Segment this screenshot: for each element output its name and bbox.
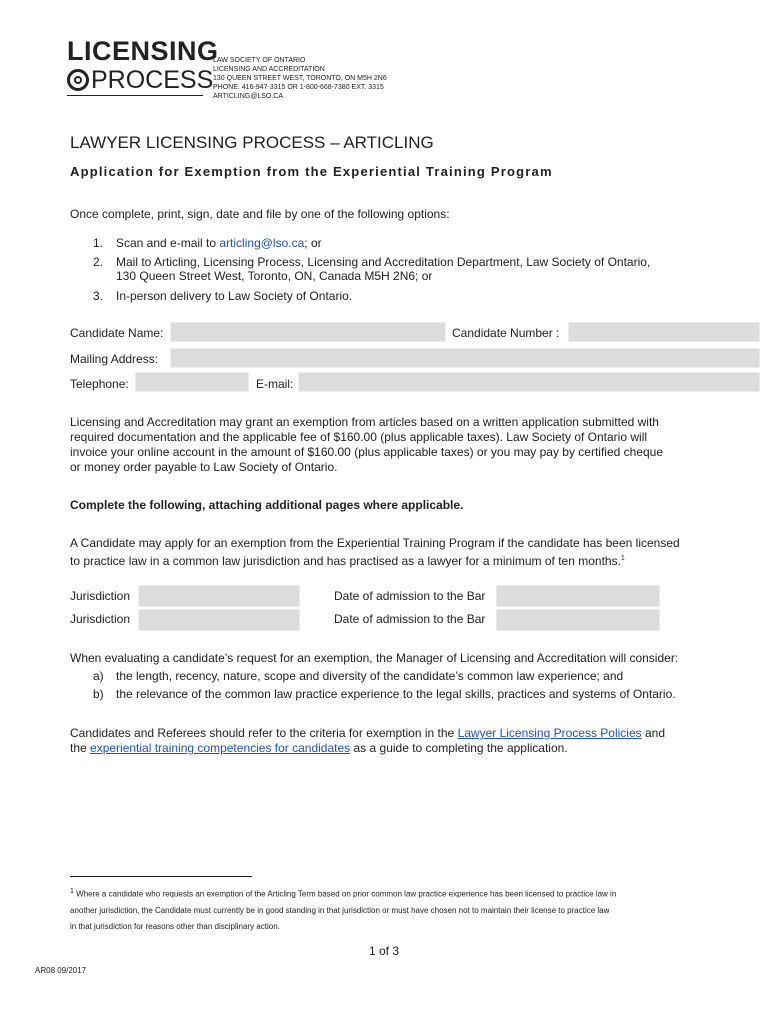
telephone-field[interactable]: [135, 372, 249, 392]
referral-paragraph: Candidates and Referees should refer to the criteria for exemption in the Lawyer Licensing Process Policies and the experiential training competencies for candidates as a guide to completing the application.: [70, 726, 666, 755]
org-phone: PHONE: 416-947-3315 OR 1-800-668-7380 EXT. 3315: [213, 84, 384, 91]
org-name: LAW SOCIETY OF ONTARIO: [213, 57, 306, 64]
evaluation-intro: When evaluating a candidate’s request for an exemption, the Manager of Licensing and Accreditation will consider:: [70, 651, 679, 665]
org-department: LICENSING AND ACCREDITATION: [213, 66, 325, 73]
jurisdiction-field[interactable]: [138, 609, 300, 631]
email-field[interactable]: [298, 372, 760, 392]
instruction-text: Complete the following, attaching additional pages where applicable.: [70, 498, 464, 512]
form-subtitle: Application for Exemption from the Experiential Training Program: [70, 164, 553, 179]
email-link[interactable]: articling@lso.ca: [219, 236, 305, 250]
mailing-address-field[interactable]: [170, 348, 760, 368]
admission-date-label: Date of admission to the Bar: [334, 612, 486, 626]
logo-divider: [67, 95, 203, 96]
logo-licensing-text: LICENSING: [67, 36, 219, 66]
candidate-name-label: Candidate Name:: [70, 326, 164, 340]
email-label: E-mail:: [256, 377, 294, 391]
telephone-label: Telephone:: [70, 377, 129, 391]
logo-process: [67, 66, 213, 94]
footnote-ref: 1: [620, 555, 625, 562]
footnote-divider: [70, 876, 252, 877]
intro-text: Once complete, print, sign, date and file by one of the following options:: [70, 207, 450, 221]
candidate-number-field[interactable]: [568, 322, 760, 342]
filing-options-list: 1. Scan and e-mail to articling@lso.ca; or 2. Mail to Articling, Licensing Process, Licensing and Accreditation Department, Law Society of Ontario, 130 Queen Street West, Toronto, ON, Canada M5H 2N6; or 3. In-person delivery to Law Society of Ontario.: [93, 236, 651, 303]
candidate-number-label: Candidate Number :: [452, 326, 560, 340]
footnote: $^1$ Where a candidate who requests an exemption of the Articling Term based on prior common law practice experience has been licensed to practice law in another jurisdiction, the Candidate must currently be in good standing in that jurisdiction or must have chosen not to maintain their license to practice law in that jurisdiction for reasons other than disciplinary action.: [70, 888, 617, 931]
admission-date-field[interactable]: [496, 585, 660, 607]
jurisdiction-field[interactable]: [138, 585, 300, 607]
eligibility-paragraph: A Candidate may apply for an exemption from the Experiential Training Program if the candidate has been licensed to practice law in a common law jurisdiction and has practised as a lawyer for a minimum of ten months.$^1$: [70, 536, 680, 568]
jurisdiction-label: Jurisdiction: [70, 612, 131, 626]
fee-paragraph: Licensing and Accreditation may grant an exemption from articles based on a written application submitted with required documentation and the applicable fee of $160.00 (plus applicable taxes). Law Society of Ontario will invoice your online account in the amount of $160.00 (plus applicable taxes) or you may pay by certified cheque or money order payable to Law Society of Ontario.: [70, 415, 664, 474]
org-address-block: [213, 56, 387, 101]
page-title: LAWYER LICENSING PROCESS – ARTICLING: [70, 133, 434, 152]
logo-circle-icon: [67, 69, 89, 91]
mailing-address-label: Mailing Address:: [70, 352, 159, 366]
criteria-list: a) the length, recency, nature, scope and diversity of the candidate’s common law experience; and b) the relevance of the common law practice experience to the legal skills, practices and systems of Ontario.: [93, 669, 676, 701]
candidate-name-field[interactable]: [170, 322, 446, 342]
org-street: 130 QUEEN STREET WEST, TORONTO, ON M5H 2N6: [213, 75, 387, 82]
policies-link[interactable]: Lawyer Licensing Process Policies: [457, 726, 642, 740]
jurisdiction-label: Jurisdiction: [70, 589, 131, 603]
page-number: 1 of 3: [368, 944, 400, 958]
logo-process-text: PROCESS: [91, 66, 214, 94]
org-email: ARTICLING@LSO.CA: [213, 93, 283, 100]
admission-date-field[interactable]: [496, 609, 660, 631]
form-code: AR08 09/2017: [35, 966, 87, 975]
competencies-link[interactable]: experiential training competencies for candidates: [90, 741, 351, 755]
admission-date-label: Date of admission to the Bar: [334, 589, 486, 603]
